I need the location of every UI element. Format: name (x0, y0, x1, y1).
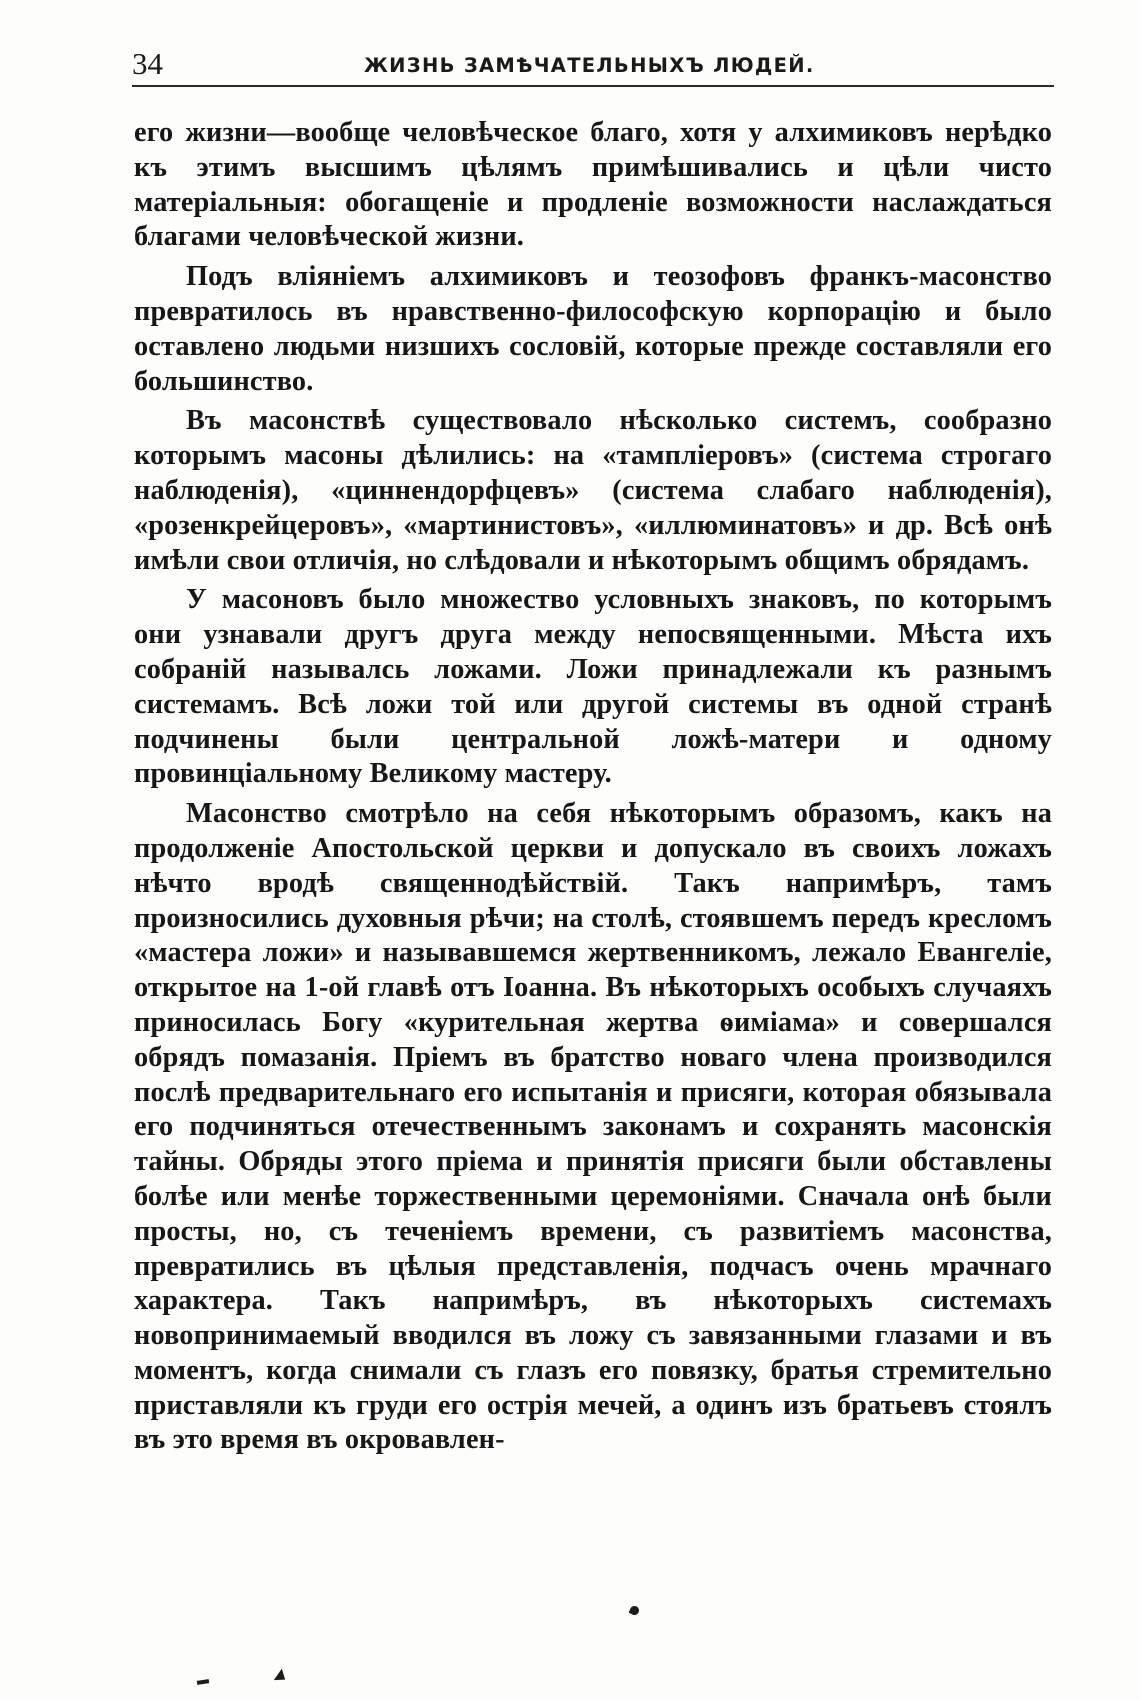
body-text (134, 116, 1052, 1463)
ink-speck (629, 1605, 641, 1617)
page-header (132, 44, 1052, 84)
paragraph-3: Въ масонствѣ существовало нѣсколько системъ, сообразно которымъ масоны дѣлились: на «тампліеровъ» (система строгаго наблюденія), «циннендорфцевъ» (система слабаго наблюденія), «розенкрейцеровъ», «мартинистовъ», «иллюминатовъ» и др. Всѣ онѣ имѣли свои отличія, но слѣдовали и нѣкоторымъ общимъ обрядамъ. (134, 405, 1052, 576)
paragraph-5: Масонство смотрѣло на себя нѣкоторымъ образомъ, какъ на продолженіе Апостольской церкви и допускало въ своихъ ложахъ нѣчто вродѣ священнодѣйствій. Такъ напримѣръ, тамъ произносились духовныя рѣчи; на столѣ, стоявшемъ передъ кресломъ «мастера ложи» и называвшемся жертвенникомъ, лежало Евангеліе, открытое на 1-ой главѣ отъ Іоанна. Въ нѣкоторыхъ особыхъ случаяхъ приносилась Богу «курительная жертва ѳиміама» и совершался обрядъ помазанія. Пріемъ въ братство новаго члена производился послѣ предварительнаго его испытанія и присяги, которая обязывала его подчиняться отечественнымъ законамъ и сохранять масонскія тайны. Обряды этого пріема и принятія присяги были обставлены болѣе или менѣе торжественными церемоніями. Сначала онѣ были просты, но, съ теченіемъ времени, съ развитіемъ масонства, превратились въ цѣлыя представленія, подчасъ очень мрачнаго характера. Такъ напримѣръ, въ нѣкоторыхъ системахъ новопринимаемый вводился въ ложу съ завязанными глазами и въ моментъ, когда снимали съ глазъ его повязку, братья стремительно приставляли къ груди его острія мечей, а одинъ изъ братьевъ стоялъ въ это время въ окровавлен- (134, 798, 1052, 1456)
paragraph-2: Подъ вліяніемъ алхимиковъ и теозофовъ франкъ-масонство превратилось въ нравственно-философскую корпорацію и было оставлено людьми низшихъ сословій, которые прежде составляли его большинство. (134, 261, 1052, 397)
header-rule (132, 85, 1054, 87)
paragraph-4: У масоновъ было множество условныхъ знаковъ, по которымъ они узнавали другъ друга между непосвященными. Мѣста ихъ собраній называлсь ложами. Ложи принадлежали къ разнымъ системамъ. Всѣ ложи той или другой системы въ одной странѣ подчинены были центральной ложѣ-матери и одному провинціальному Великому мастеру. (134, 584, 1052, 790)
ink-speck (197, 1679, 209, 1685)
running-title: ЖИЗНЬ ЗАМѢЧАТЕЛЬНЫХЪ ЛЮДЕЙ. (364, 54, 815, 77)
page-number: 34 (132, 46, 163, 81)
ink-speck (274, 1669, 289, 1686)
paragraph-1: его жизни—вообще человѣческое благо, хотя у алхимиковъ нерѣдко къ этимъ высшимъ цѣлямъ примѣшивались и цѣли чисто матеріальныя: обогащеніе и продленіе возможности наслаждаться благами человѣческой жизни. (134, 117, 1052, 253)
